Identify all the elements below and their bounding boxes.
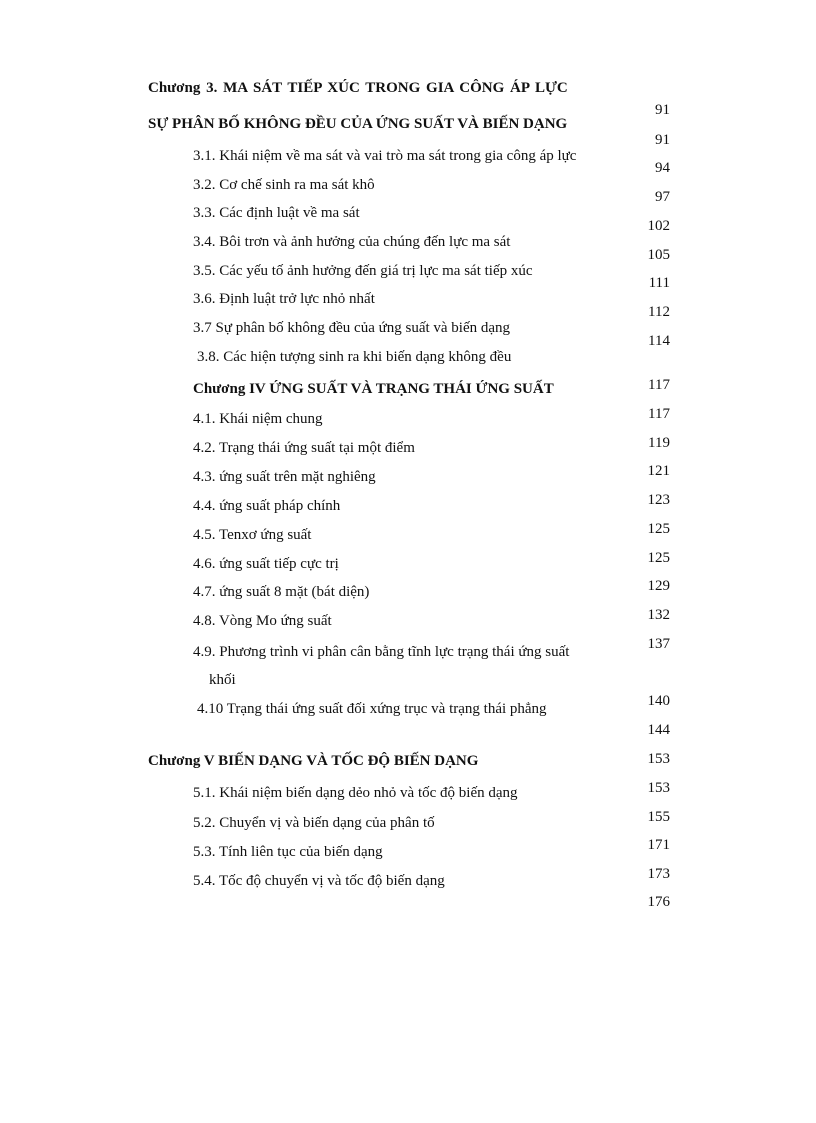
toc-item-4-6: 4.6. ứng suất tiếp cực trị [193, 556, 339, 572]
page-number: 171 [647, 837, 670, 853]
toc-item-3-1: 3.1. Khái niệm về ma sát và vai trò ma sát trong gia công áp lực [193, 148, 577, 164]
toc-item-5-2: 5.2. Chuyển vị và biến dạng của phân tố [193, 815, 435, 831]
page-number: 91 [655, 102, 670, 118]
page-number: 176 [647, 894, 670, 910]
toc-item-4-10: 4.10 Trạng thái ứng suất đối xứng trục và trạng thái phẳng [197, 701, 547, 717]
page-number: 94 [655, 160, 670, 176]
toc-item-5-1: 5.1. Khái niệm biến dạng dẻo nhỏ và tốc độ biến dạng [193, 785, 518, 801]
page-number: 123 [647, 492, 670, 508]
chapter5-title: Chương V BIẾN DẠNG VÀ TỐC ĐỘ BIẾN DẠNG [148, 753, 479, 769]
page-number: 153 [647, 751, 670, 767]
toc-item-3-7: 3.7 Sự phân bố không đều của ứng suất và biến dạng [193, 320, 511, 336]
page-number: 173 [647, 866, 670, 882]
page-number: 144 [647, 722, 670, 738]
toc-item-5-4: 5.4. Tốc độ chuyển vị và tốc độ biến dạng [193, 873, 445, 889]
page-number: 137 [647, 636, 670, 652]
page-number: 114 [648, 333, 670, 349]
toc-item-3-8: 3.8. Các hiện tượng sinh ra khi biến dạng không đều [197, 349, 512, 365]
page-number: 125 [647, 550, 670, 566]
page-number: 91 [655, 132, 670, 148]
toc-item-4-8: 4.8. Vòng Mo ứng suất [193, 613, 332, 629]
toc-item-4-2: 4.2. Trạng thái ứng suất tại một điểm [193, 440, 415, 456]
page-number: 153 [647, 780, 670, 796]
page-number: 102 [647, 218, 670, 234]
toc-item-4-9-cont: khối [209, 672, 236, 688]
page-number: 111 [648, 275, 670, 291]
page-number: 119 [648, 435, 670, 451]
page-number: 105 [647, 247, 670, 263]
toc-item-3-6: 3.6. Định luật trở lực nhỏ nhất [193, 291, 375, 307]
page-number: 121 [647, 463, 670, 479]
page-number: 97 [655, 189, 670, 205]
toc-item-3-4: 3.4. Bôi trơn và ảnh hưởng của chúng đến lực ma sát [193, 234, 511, 250]
chapter3-title-line2: SỰ PHÂN BỐ KHÔNG ĐỀU CỦA ỨNG SUẤT VÀ BIẾN DẠNG [148, 116, 568, 132]
toc-item-4-7: 4.7. ứng suất 8 mặt (bát diện) [193, 584, 370, 600]
chapter3-title-line1: Chương 3. MA SÁT TIẾP XÚC TRONG GIA CÔNG ÁP LỰC [148, 80, 568, 96]
toc-item-4-4: 4.4. ứng suất pháp chính [193, 498, 341, 514]
page-number: 117 [648, 377, 670, 393]
toc-item-4-9: 4.9. Phương trình vi phân cân bằng tĩnh lực trạng thái ứng suất [193, 644, 570, 660]
chapter4-title: Chương IV ỨNG SUẤT VÀ TRẠNG THÁI ỨNG SUẤT [193, 381, 554, 397]
page-number: 129 [647, 578, 670, 594]
page-number: 155 [647, 809, 670, 825]
page-number: 132 [647, 607, 670, 623]
toc-item-3-5: 3.5. Các yếu tố ảnh hưởng đến giá trị lực ma sát tiếp xúc [193, 263, 533, 279]
page-number: 117 [648, 406, 670, 422]
toc-item-3-3: 3.3. Các định luật về ma sát [193, 205, 360, 221]
toc-item-4-5: 4.5. Tenxơ ứng suất [193, 527, 312, 543]
toc-item-3-2: 3.2. Cơ chế sinh ra ma sát khô [193, 177, 375, 193]
page-number: 140 [647, 693, 670, 709]
toc-item-4-1: 4.1. Khái niệm chung [193, 411, 323, 427]
page-number: 125 [647, 521, 670, 537]
toc-item-4-3: 4.3. ứng suất trên mặt nghiêng [193, 469, 376, 485]
page-number: 112 [648, 304, 670, 320]
toc-item-5-3: 5.3. Tính liên tục của biến dạng [193, 844, 383, 860]
